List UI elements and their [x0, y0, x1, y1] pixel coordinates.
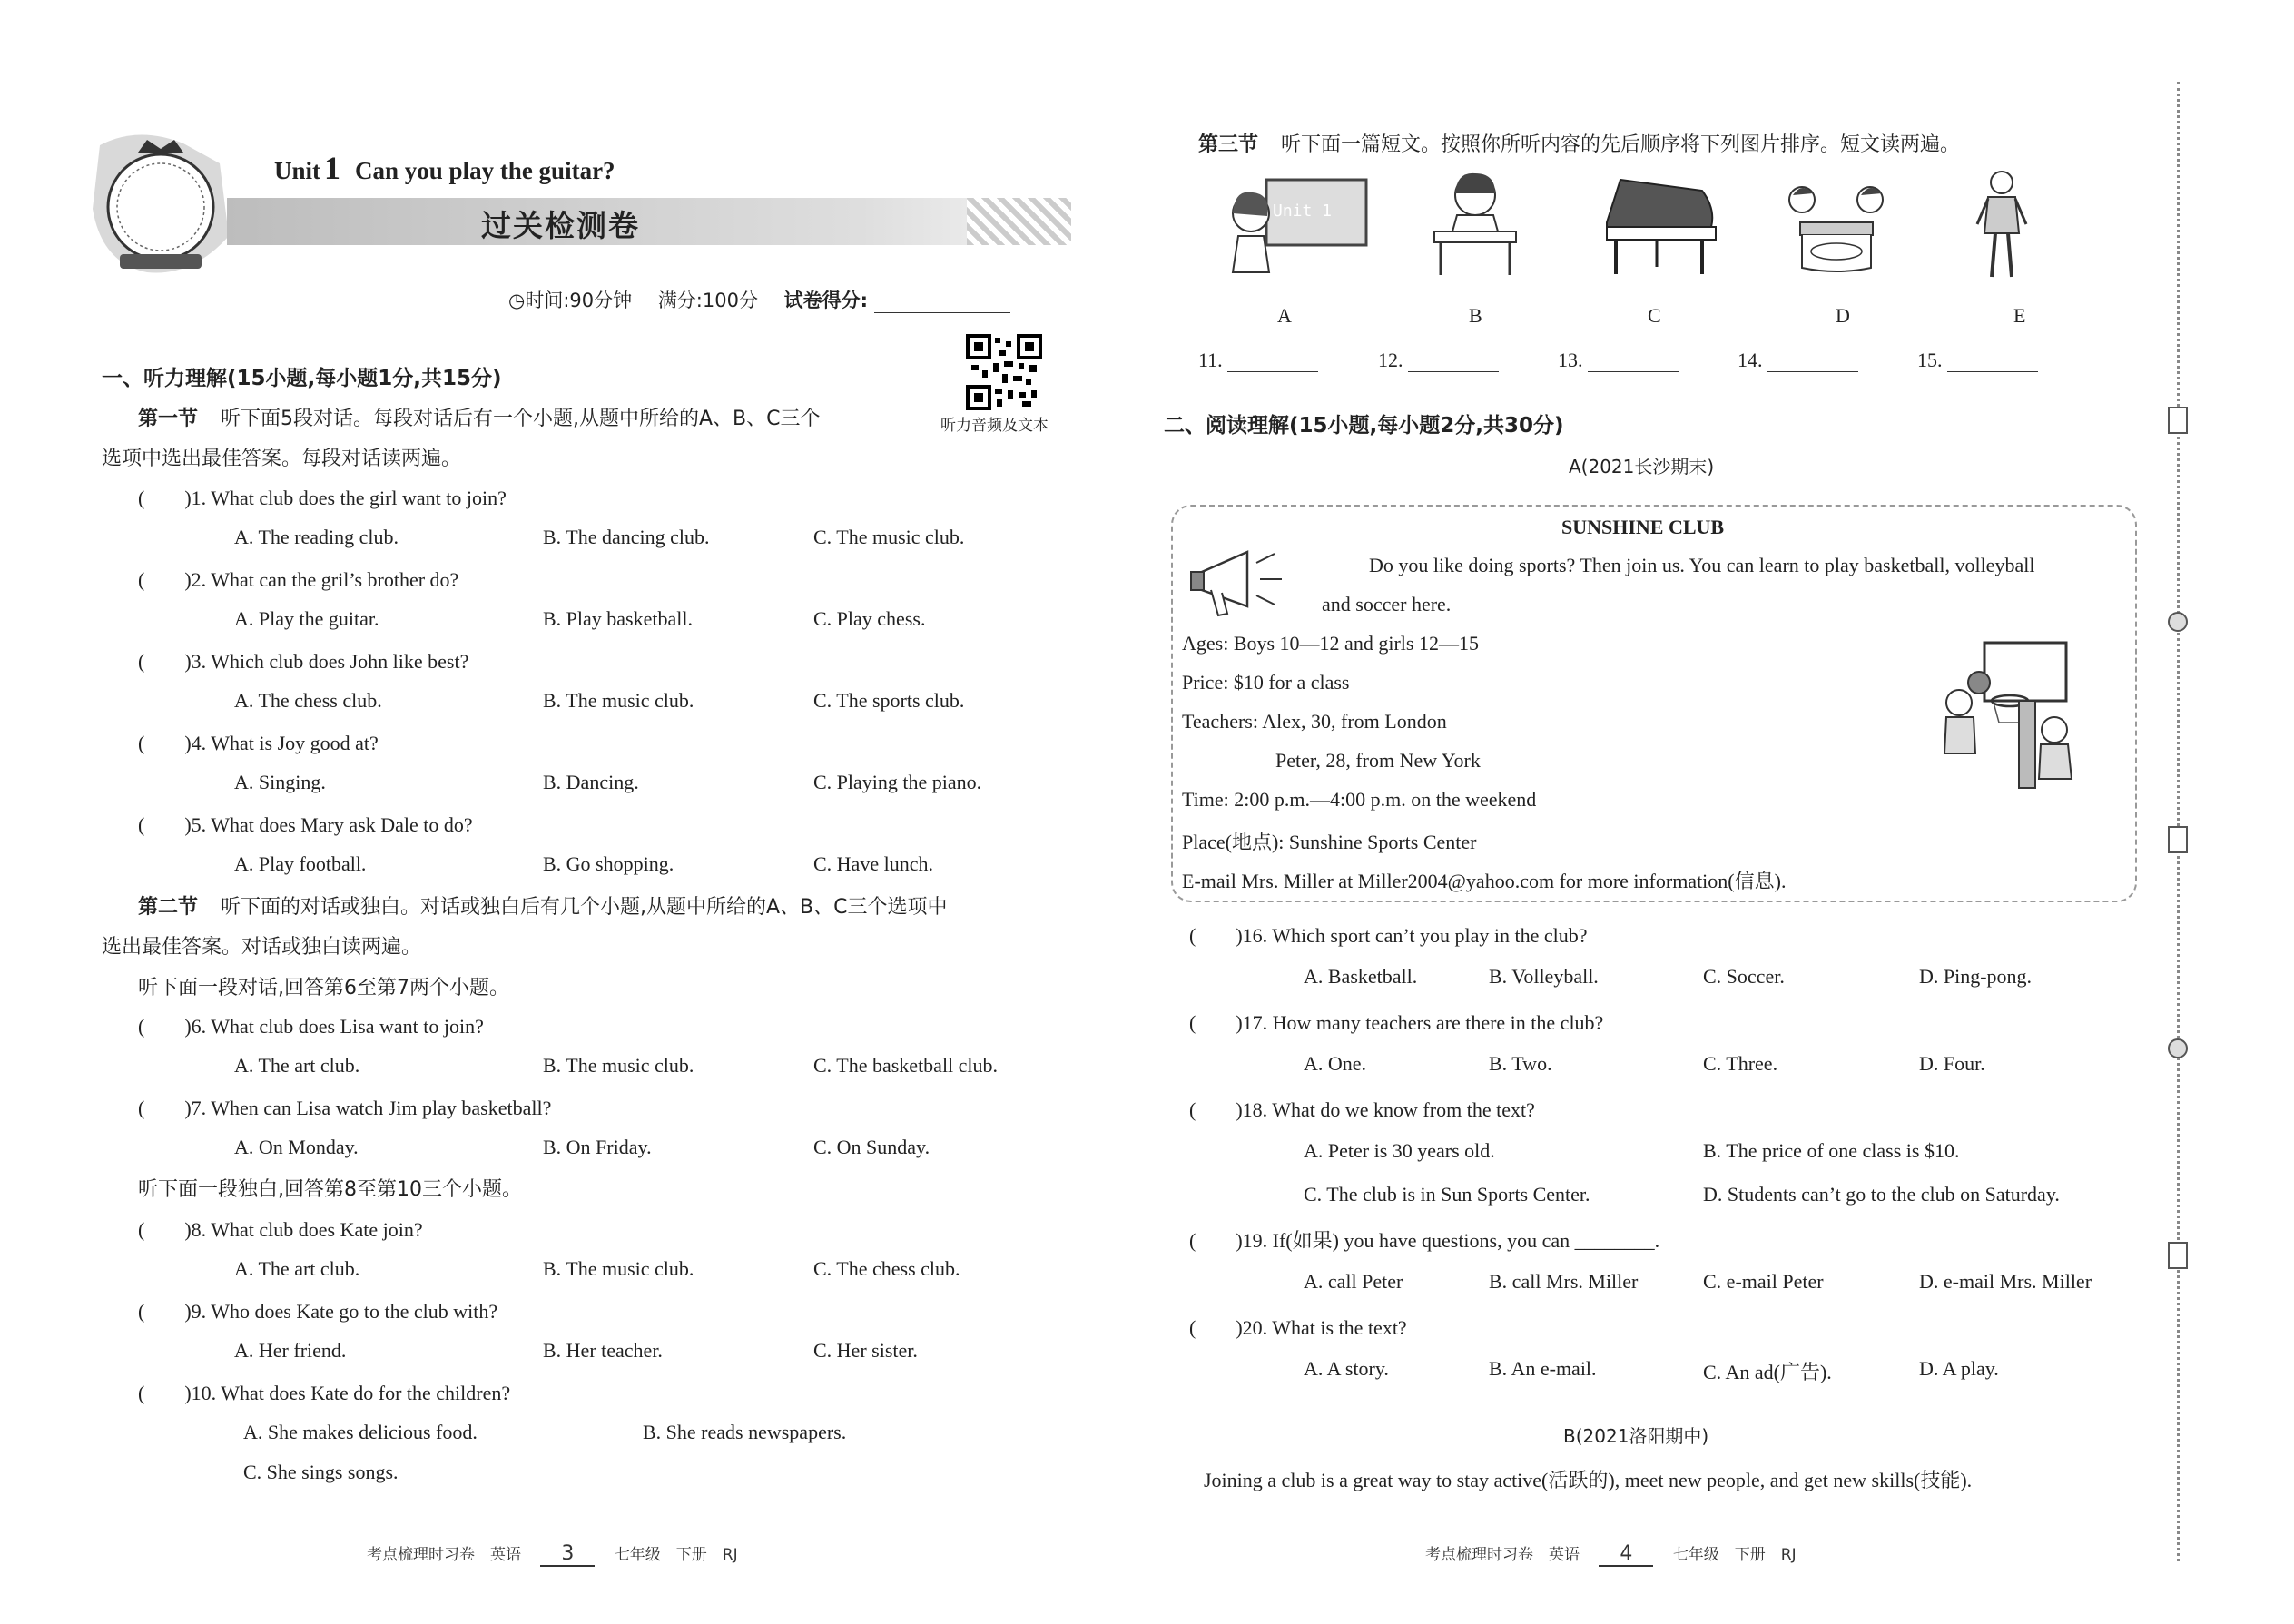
question-stem: ( )10. What does Kate do for the children? — [138, 1382, 511, 1404]
score-field[interactable] — [874, 294, 1010, 313]
option-a[interactable]: A. Basketball. — [1304, 965, 1418, 988]
option-a[interactable]: A. She makes delicious food. — [243, 1421, 478, 1443]
page-number: 3 — [540, 1542, 595, 1567]
ad-time: Time: 2:00 p.m.—4:00 p.m. on the weekend — [1182, 788, 1537, 811]
option-c[interactable]: C. Play chess. — [813, 607, 926, 630]
option-d[interactable]: D. Students can’t go to the club on Saturday. — [1703, 1183, 2060, 1206]
option-a[interactable]: A. The reading club. — [234, 526, 399, 548]
option-c[interactable]: C. The sports club. — [813, 689, 965, 712]
qr-code-icon[interactable] — [966, 334, 1042, 410]
page-number: 4 — [1599, 1542, 1653, 1567]
footer-grade: 七年级 下册 RJ — [1672, 1546, 1797, 1564]
option-a[interactable]: A. Play the guitar. — [234, 607, 379, 630]
option-d[interactable]: D. Four. — [1919, 1052, 1985, 1075]
question-stem: ( )5. What does Mary ask Dale to do? — [138, 813, 473, 836]
ad-place: Place(地点): Sunshine Sports Center — [1182, 831, 1477, 853]
footer-series: 考点梳理时习卷 英语 — [367, 1546, 521, 1564]
basketball-players-picture — [1923, 635, 2079, 790]
option-d[interactable]: D. A play. — [1919, 1357, 1999, 1380]
binding-marker-2 — [2166, 824, 2190, 855]
option-b[interactable]: B. The price of one class is $10. — [1703, 1139, 1960, 1162]
question-stem: ( )18. What do we know from the text? — [1189, 1098, 1535, 1121]
option-b[interactable]: B. Dancing. — [543, 771, 639, 793]
blackboard-text: Unit 1 — [1273, 202, 1333, 221]
part-1-intro — [138, 403, 821, 431]
megaphone-icon — [1184, 536, 1293, 622]
footer-right — [1425, 1541, 1797, 1567]
ad-price: Price: $10 for a class — [1182, 671, 1350, 694]
footer-left — [367, 1541, 738, 1567]
question-stem: ( )4. What is Joy good at? — [138, 732, 379, 754]
question-7 — [138, 1093, 1082, 1176]
option-b[interactable]: B. call Mrs. Miller — [1489, 1270, 1639, 1293]
ad-teachers: Teachers: Alex, 30, from London — [1182, 710, 1447, 733]
option-c[interactable]: C. Playing the piano. — [813, 771, 982, 793]
ad-ages: Ages: Boys 10—12 and girls 12—15 — [1182, 632, 1479, 655]
unit-heading — [274, 149, 615, 187]
blank-number: 11. — [1198, 349, 1223, 371]
answer-blank-13[interactable] — [1558, 349, 1679, 372]
question-5 — [138, 810, 1082, 892]
option-c[interactable]: C. e-mail Peter — [1703, 1270, 1824, 1293]
option-b[interactable]: B. On Friday. — [543, 1136, 652, 1158]
option-b[interactable]: B. Two. — [1489, 1052, 1552, 1075]
blank-number: 12. — [1378, 349, 1403, 371]
footer-grade: 七年级 下册 RJ — [614, 1546, 738, 1564]
option-c[interactable]: C. Her sister. — [813, 1339, 918, 1362]
option-b[interactable]: B. Her teacher. — [543, 1339, 663, 1362]
option-a[interactable]: A. Her friend. — [234, 1339, 347, 1362]
part-2-text: 听下面的对话或独白。对话或独白后有几个小题,从题中所给的A、B、C三个选项中 — [221, 896, 948, 919]
option-b[interactable]: B. The music club. — [543, 1257, 694, 1280]
question-18 — [1189, 1095, 2151, 1223]
picture-b-girl-at-desk — [1421, 168, 1530, 277]
question-2 — [138, 565, 1082, 647]
passage-b-label: B(2021洛阳期中) — [1563, 1425, 1709, 1447]
answer-blank-14[interactable] — [1738, 349, 1858, 372]
banner-pattern — [967, 198, 1071, 245]
part-3-intro — [1198, 129, 1960, 157]
option-d[interactable]: D. Ping-pong. — [1919, 965, 2033, 988]
passage-a-label: A(2021长沙期末) — [1569, 456, 1715, 477]
option-b[interactable]: B. Volleyball. — [1489, 965, 1599, 988]
question-stem: ( )6. What club does Lisa want to join? — [138, 1015, 484, 1038]
part-3-label: 第三节 — [1198, 133, 1259, 156]
part-1-label: 第一节 — [138, 408, 199, 430]
binding-marker-1 — [2166, 405, 2190, 436]
question-4 — [138, 728, 1082, 811]
picture-e-standing-boy — [1970, 168, 2033, 281]
question-stem: ( )17. How many teachers are there in the club? — [1189, 1011, 1604, 1034]
answer-blank-12[interactable] — [1378, 349, 1499, 372]
intro-q8-10: 听下面一段独白,回答第8至第10三个小题。 — [138, 1178, 522, 1201]
part-2-intro — [138, 891, 948, 920]
question-stem: ( )8. What club does Kate join? — [138, 1218, 423, 1241]
option-b[interactable]: B. The music club. — [543, 689, 694, 712]
option-c[interactable]: C. An ad(广告). — [1703, 1361, 1832, 1383]
ad-text-line2: and soccer here. — [1322, 593, 1452, 615]
option-c[interactable]: C. She sings songs. — [243, 1461, 399, 1483]
full-score: 满分:100分 — [657, 290, 758, 311]
question-19 — [1189, 1225, 2151, 1310]
page-title: 过关检测卷 — [481, 208, 640, 243]
question-6 — [138, 1011, 1082, 1094]
option-c[interactable]: C. The music club. — [813, 526, 965, 548]
option-a[interactable]: A. The art club. — [234, 1054, 360, 1077]
intro-q6-7: 听下面一段对话,回答第6至第7两个小题。 — [138, 977, 509, 999]
picture-label-d: D — [1836, 304, 1850, 327]
option-b[interactable]: B. Go shopping. — [543, 852, 674, 875]
footer-series: 考点梳理时习卷 英语 — [1425, 1546, 1580, 1564]
picture-label-a: A — [1277, 304, 1292, 327]
qr-caption: 听力音频及文本 — [940, 417, 1049, 435]
answer-blank-15[interactable] — [1917, 349, 2038, 372]
option-c[interactable]: C. Three. — [1703, 1052, 1778, 1075]
section-1-heading: 一、听力理解(15小题,每小题1分,共15分) — [102, 367, 502, 390]
part-2-label: 第二节 — [138, 896, 199, 919]
option-c[interactable]: C. Have lunch. — [813, 852, 933, 875]
part-1-text: 听下面5段对话。每段对话后有一个小题,从题中所给的A、B、C三个 — [221, 408, 821, 430]
question-8 — [138, 1215, 1082, 1297]
question-17 — [1189, 1008, 2151, 1092]
part-2-text-cont: 选出最佳答案。对话或独白读两遍。 — [102, 936, 422, 959]
question-3 — [138, 646, 1082, 729]
score-label: 试卷得分: — [783, 290, 869, 311]
option-d[interactable]: D. e-mail Mrs. Miller — [1919, 1270, 2092, 1293]
question-10 — [138, 1378, 1082, 1501]
option-a[interactable]: A. Peter is 30 years old. — [1304, 1139, 1495, 1162]
unit-title: Can you play the guitar? — [355, 157, 615, 184]
question-9 — [138, 1296, 1082, 1379]
question-stem: ( )20. What is the text? — [1189, 1316, 1407, 1339]
option-b[interactable]: B. She reads newspapers. — [643, 1421, 847, 1443]
question-stem: ( )9. Who does Kate go to the club with? — [138, 1300, 498, 1323]
option-b[interactable]: B. Play basketball. — [543, 607, 693, 630]
ad-text-line1: Do you like doing sports? Then join us. You can learn to play basketball, volleyball — [1369, 554, 2035, 576]
picture-label-c: C — [1648, 304, 1661, 327]
option-b[interactable]: B. The dancing club. — [543, 526, 710, 548]
binding-marker-3 — [2166, 1240, 2190, 1271]
option-b[interactable]: B. An e-mail. — [1489, 1357, 1597, 1380]
option-a[interactable]: A. The chess club. — [234, 689, 382, 712]
question-stem: ( )3. Which club does John like best? — [138, 650, 469, 673]
title-banner — [227, 198, 1071, 245]
question-stem: ( )1. What club does the girl want to join? — [138, 487, 507, 509]
unit-word: Unit — [274, 157, 321, 184]
option-b[interactable]: B. The music club. — [543, 1054, 694, 1077]
binding-hole-2 — [2166, 1037, 2190, 1060]
picture-label-b: B — [1469, 304, 1482, 327]
option-a[interactable]: A. call Peter — [1304, 1270, 1403, 1293]
question-stem: ( )19. If(如果) you have questions, you can ________. — [1189, 1229, 1660, 1252]
blank-number: 13. — [1558, 349, 1583, 371]
question-stem: ( )7. When can Lisa watch Jim play basketball? — [138, 1097, 552, 1119]
picture-d-chess-club — [1775, 177, 1897, 277]
exam-meta — [508, 286, 1010, 313]
option-c[interactable]: C. The club is in Sun Sports Center. — [1304, 1183, 1590, 1206]
option-a[interactable]: A. The art club. — [234, 1257, 360, 1280]
time-limit: ◷时间:90分钟 — [508, 290, 633, 311]
option-a[interactable]: A. Play football. — [234, 852, 367, 875]
option-a[interactable]: A. Singing. — [234, 771, 326, 793]
picture-a-teacher-blackboard — [1226, 172, 1371, 277]
blank-number: 15. — [1917, 349, 1943, 371]
binding-hole-1 — [2166, 610, 2190, 634]
option-a[interactable]: A. One. — [1304, 1052, 1367, 1075]
question-1 — [138, 483, 1082, 566]
picture-c-piano — [1602, 172, 1720, 277]
section-2-heading: 二、阅读理解(15小题,每小题2分,共30分) — [1164, 414, 1564, 438]
ad-title: SUNSHINE CLUB — [1561, 516, 1725, 538]
brand-seal-logo — [84, 127, 238, 281]
ad-teachers-2: Peter, 28, from New York — [1275, 749, 1481, 772]
ad-email: E-mail Mrs. Miller at Miller2004@yahoo.com for more information(信息). — [1182, 870, 1787, 892]
picture-label-e: E — [2013, 304, 2026, 327]
question-stem: ( )2. What can the gril’s brother do? — [138, 568, 459, 591]
option-a[interactable]: A. On Monday. — [234, 1136, 359, 1158]
question-20 — [1189, 1313, 2151, 1397]
part-3-text: 听下面一篇短文。按照你所听内容的先后顺序将下列图片排序。短文读两遍。 — [1281, 133, 1961, 156]
option-a[interactable]: A. A story. — [1304, 1357, 1389, 1380]
option-c[interactable]: C. The basketball club. — [813, 1054, 999, 1077]
binding-cut-line — [2177, 82, 2180, 1561]
question-16 — [1189, 920, 2151, 1005]
part-1-text-cont: 选项中选出最佳答案。每段对话读两遍。 — [102, 448, 462, 470]
option-c[interactable]: C. On Sunday. — [813, 1136, 930, 1158]
unit-number: 1 — [324, 150, 341, 186]
passage-b-text: Joining a club is a great way to stay active(活跃的), meet new people, and get new skills(技能). — [1204, 1469, 1973, 1491]
question-stem: ( )16. Which sport can’t you play in the club? — [1189, 924, 1588, 947]
blank-number: 14. — [1738, 349, 1763, 371]
option-c[interactable]: C. The chess club. — [813, 1257, 960, 1280]
answer-blank-11[interactable] — [1198, 349, 1318, 372]
option-c[interactable]: C. Soccer. — [1703, 965, 1785, 988]
